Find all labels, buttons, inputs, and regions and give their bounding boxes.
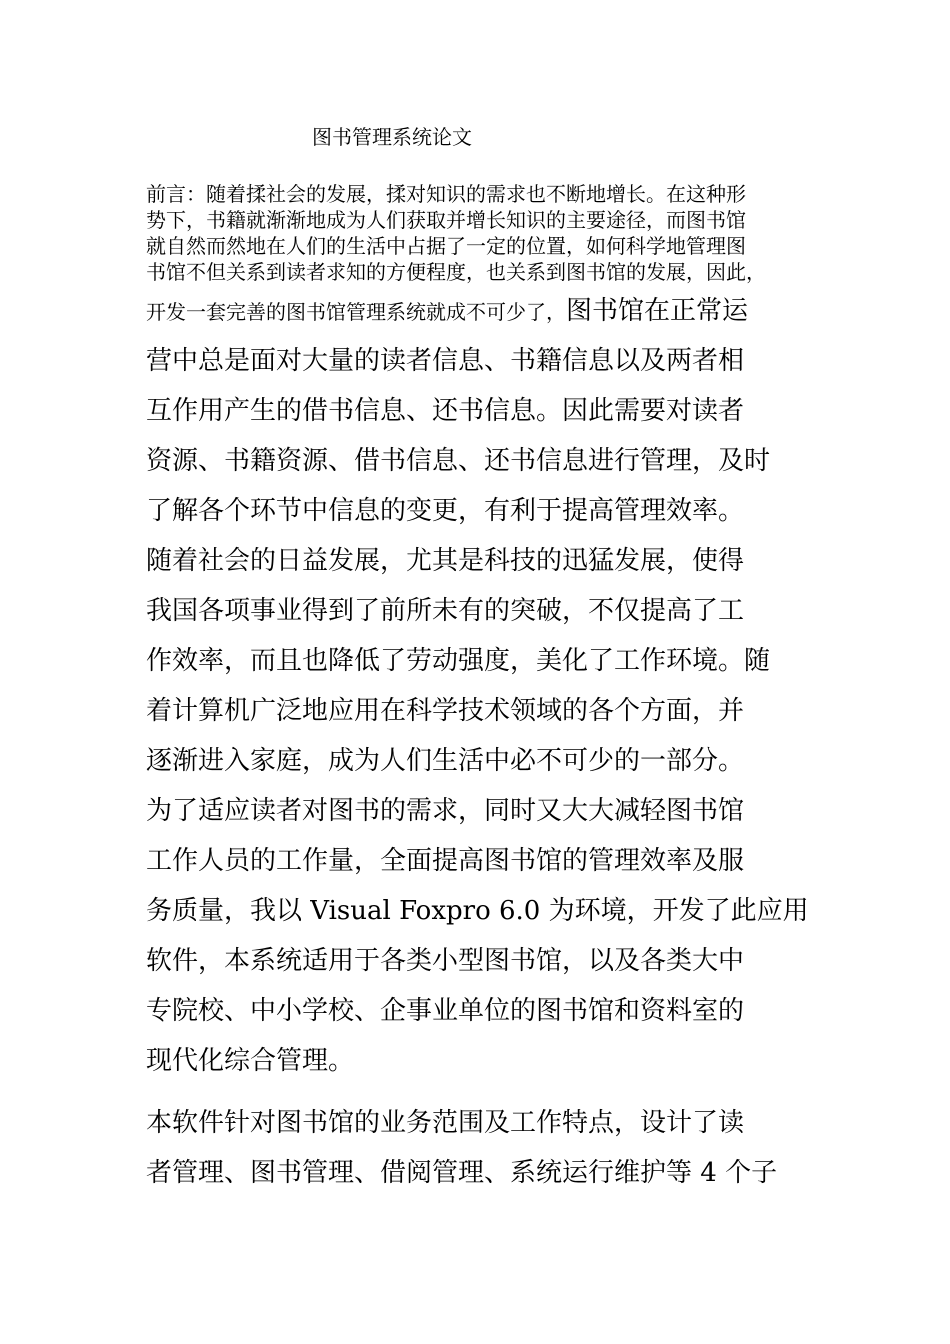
body-line: 资源、书籍资源、借书信息、还书信息进行管理，及时 bbox=[146, 446, 771, 476]
body-line: 为了适应读者对图书的需求，同时又大大减轻图书馆 bbox=[146, 796, 745, 826]
intro-line: 前言：随着揉社会的发展，揉对知识的需求也不断地增长。在这种形 bbox=[146, 182, 746, 206]
body-line: 逐渐进入家庭，成为人们生活中必不可少的一部分。 bbox=[146, 746, 745, 776]
document-title: 图书管理系统论文 bbox=[312, 125, 472, 149]
body-line: 互作用产生的借书信息、还书信息。因此需要对读者 bbox=[146, 396, 745, 426]
mixed-line-small: 开发一套完善的图书馆管理系统就成不可少了， bbox=[146, 300, 566, 324]
body-line: 本软件针对图书馆的业务范围及工作特点，设计了读 bbox=[146, 1108, 745, 1138]
body-line: 随着社会的日益发展，尤其是科技的迅猛发展，使得 bbox=[146, 546, 745, 576]
body-line: 了解各个环节中信息的变更，有利于提高管理效率。 bbox=[146, 496, 745, 526]
body-line: 现代化综合管理。 bbox=[146, 1046, 355, 1076]
intro-line: 就自然而然地在人们的生活中占据了一定的位置，如何科学地管理图 bbox=[146, 234, 746, 258]
mixed-line-big: 图书馆在正常运 bbox=[566, 296, 749, 326]
mixed-line bbox=[146, 296, 826, 327]
body-line: 务质量，我以 Visual Foxpro 6.0 为环境，开发了此应用 bbox=[146, 896, 809, 926]
body-line: 营中总是面对大量的读者信息、书籍信息以及两者相 bbox=[146, 346, 745, 376]
body-line: 者管理、图书管理、借阅管理、系统运行维护等 4 个子 bbox=[146, 1158, 778, 1188]
body-line: 软件，本系统适用于各类小型图书馆，以及各类大中 bbox=[146, 946, 745, 976]
body-line: 我国各项事业得到了前所未有的突破，不仅提高了工 bbox=[146, 596, 745, 626]
intro-line: 书馆不但关系到读者求知的方便程度，也关系到图书馆的发展，因此， bbox=[146, 260, 766, 284]
body-line: 着计算机广泛地应用在科学技术领域的各个方面，并 bbox=[146, 696, 745, 726]
body-line: 专院校、中小学校、企事业单位的图书馆和资料室的 bbox=[146, 996, 745, 1026]
body-line: 工作人员的工作量，全面提高图书馆的管理效率及服 bbox=[146, 846, 745, 876]
intro-line: 势下，书籍就渐渐地成为人们获取并增长知识的主要途径，而图书馆 bbox=[146, 208, 746, 232]
body-line: 作效率，而且也降低了劳动强度，美化了工作环境。随 bbox=[146, 646, 771, 676]
